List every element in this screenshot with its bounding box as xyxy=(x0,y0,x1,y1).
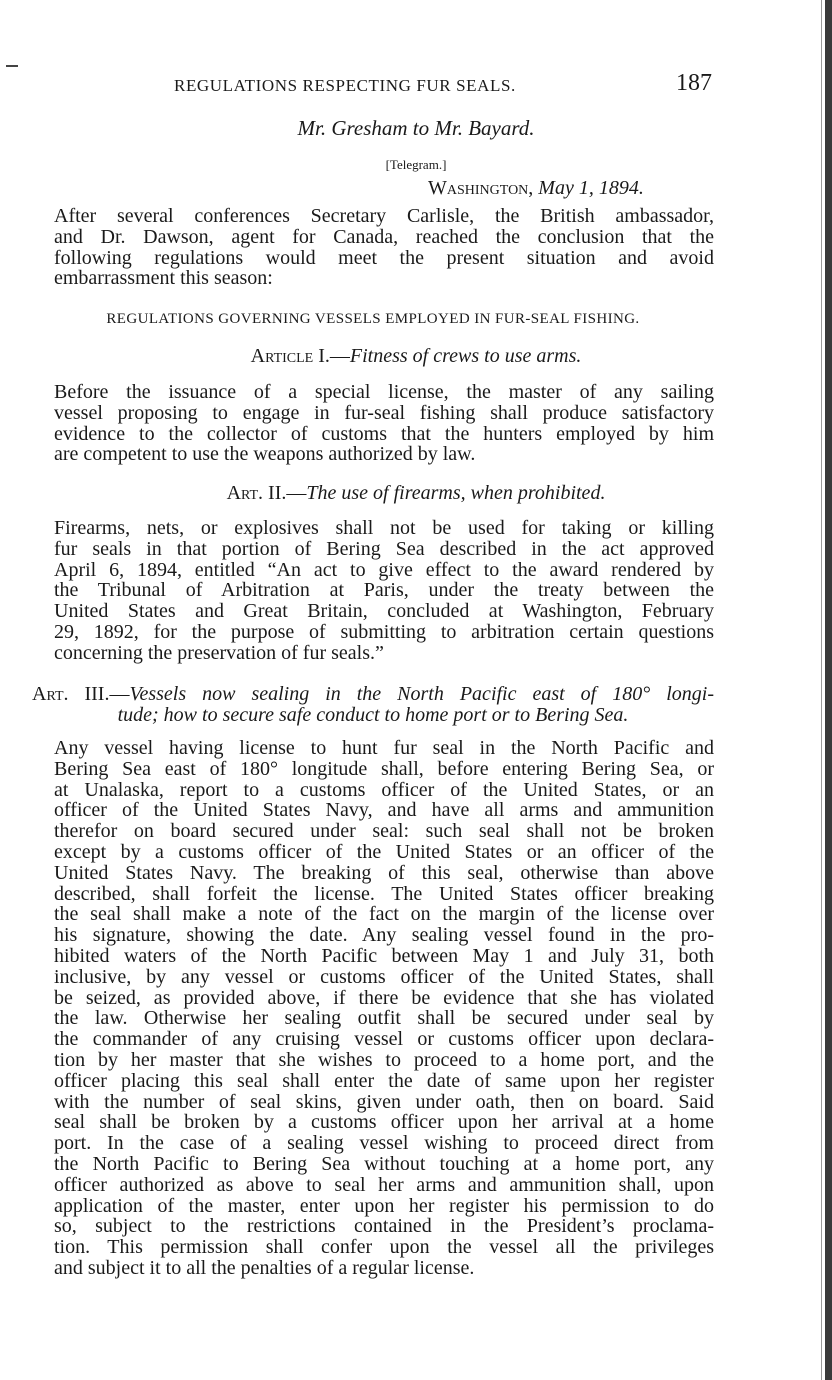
page-number: 187 xyxy=(676,70,712,96)
text-line: and subject it to all the penalties of a regular license. xyxy=(54,1256,475,1279)
telegram-note: [Telegram.] xyxy=(385,157,447,172)
text-line: officer placing this seal shall enter the date of same upon her register xyxy=(54,1069,714,1092)
article-2-paragraph xyxy=(32,518,714,664)
article-1-title: Fitness of crews to use arms. xyxy=(349,345,582,367)
text-line: United States and Great Britain, concluded at Washington, February xyxy=(54,600,714,623)
article-3-heading-line-1 xyxy=(32,684,714,705)
article-3-title-line-1: Vessels now sealing in the North Pacific east of 180° longi- xyxy=(129,683,714,705)
article-1-heading xyxy=(0,345,832,368)
text-line: concerning the preservation of fur seals.” xyxy=(54,641,384,664)
letter-heading: Mr. Gresham to Mr. Bayard. xyxy=(297,116,535,140)
text-line: at Unalaska, report to a customs officer of the United States, or an xyxy=(54,778,714,801)
dateline-place: Washington, xyxy=(428,177,534,199)
text-line: embarrassment this season: xyxy=(54,267,273,290)
text-line: inclusive, by any vessel or customs officer of the United States, shall xyxy=(54,965,714,988)
text-line: with the number of seal skins, given under oath, then on board. Said xyxy=(54,1090,714,1113)
text-line: the commander of any cruising vessel or customs officer upon declara- xyxy=(54,1028,714,1051)
dateline xyxy=(428,177,644,200)
binding-edge xyxy=(825,0,832,1380)
article-3-label: Art. III.— xyxy=(32,683,130,705)
text-line: evidence to the collector of customs that the hunters employed by him xyxy=(54,422,714,445)
article-2-heading xyxy=(0,482,832,505)
text-line: United States Navy. The breaking of this seal, otherwise than above xyxy=(54,861,714,884)
text-line: application of the master, enter upon her register his permission to do xyxy=(54,1194,714,1217)
text-line: the North Pacific to Bering Sea without touching at a home port, any xyxy=(54,1152,714,1175)
text-line: port. In the case of a sealing vessel wishing to proceed direct from xyxy=(54,1132,714,1155)
text-line: so, subject to the restrictions contained in the President’s proclama- xyxy=(54,1215,714,1238)
intro-paragraph xyxy=(32,206,714,289)
article-1-label: Article I.— xyxy=(250,345,350,367)
article-2-label: Art. II.— xyxy=(226,482,307,504)
text-line: Bering Sea east of 180° longitude shall, before entering Bering Sea, or xyxy=(54,757,714,780)
article-3-paragraph xyxy=(32,738,714,1279)
text-line: the seal shall make a note of the fact on the margin of the license over xyxy=(54,903,714,926)
article-3-title-line-2: tude; how to secure safe conduct to home port or to Bering Sea. xyxy=(117,704,629,726)
text-line: Any vessel having license to hunt fur seal in the North Pacific and xyxy=(54,737,714,759)
text-line: April 6, 1894, entitled “An act to give effect to the award rendered by xyxy=(54,558,714,581)
text-line: Firearms, nets, or explosives shall not be used for taking or killing xyxy=(54,517,714,539)
article-2-title: The use of firearms, when prohibited. xyxy=(306,482,606,504)
text-line: vessel proposing to engage in fur-seal fishing shall produce satisfactory xyxy=(54,401,714,424)
text-line: After several conferences Secretary Carlisle, the British ambassador, xyxy=(54,205,714,227)
section-title: REGULATIONS GOVERNING VESSELS EMPLOYED IN FUR-SEAL FISHING. xyxy=(106,311,640,327)
text-line: officer authorized as above to seal her arms and ammunition shall, upon xyxy=(54,1173,714,1196)
text-line: therefor on board secured under seal: such seal shall not be broken xyxy=(54,820,714,843)
article-3-heading xyxy=(32,684,714,726)
text-line: described, shall forfeit the license. The United States officer breaking xyxy=(54,882,714,905)
binding-edge-line xyxy=(821,0,822,1380)
running-head: REGULATIONS RESPECTING FUR SEALS. xyxy=(174,76,516,95)
text-line: and Dr. Dawson, agent for Canada, reached the conclusion that the xyxy=(54,225,714,248)
text-line: seal shall be broken by a customs officer upon her arrival at a home xyxy=(54,1111,714,1134)
text-line: the law. Otherwise her sealing outfit shall be secured under seal by xyxy=(54,1007,714,1030)
text-line: except by a customs officer of the United States or an officer of the xyxy=(54,840,714,863)
text-line: tion by her master that she wishes to proceed to a home port, and the xyxy=(54,1048,714,1071)
margin-mark xyxy=(6,65,18,67)
text-line: hibited waters of the North Pacific between May 1 and July 31, both xyxy=(54,944,714,967)
text-line: 29, 1892, for the purpose of submitting to arbitration certain questions xyxy=(54,620,714,643)
text-line: following regulations would meet the present situation and avoid xyxy=(54,246,714,269)
text-line: fur seals in that portion of Bering Sea described in the act approved xyxy=(54,537,714,560)
text-line: his signature, showing the date. Any sealing vessel found in the pro- xyxy=(54,924,714,947)
text-line: be seized, as provided above, if there be evidence that she has violated xyxy=(54,986,714,1009)
dateline-date: May 1, 1894. xyxy=(538,177,644,199)
text-line: tion. This permission shall confer upon the vessel all the privileges xyxy=(54,1236,714,1259)
text-line: are competent to use the weapons authorized by law. xyxy=(54,443,476,466)
article-1-paragraph xyxy=(32,382,714,465)
text-line: officer of the United States Navy, and have all arms and ammunition xyxy=(54,799,714,822)
text-line: the Tribunal of Arbitration at Paris, under the treaty between the xyxy=(54,579,714,602)
text-line: Before the issuance of a special license, the master of any sailing xyxy=(54,381,714,403)
